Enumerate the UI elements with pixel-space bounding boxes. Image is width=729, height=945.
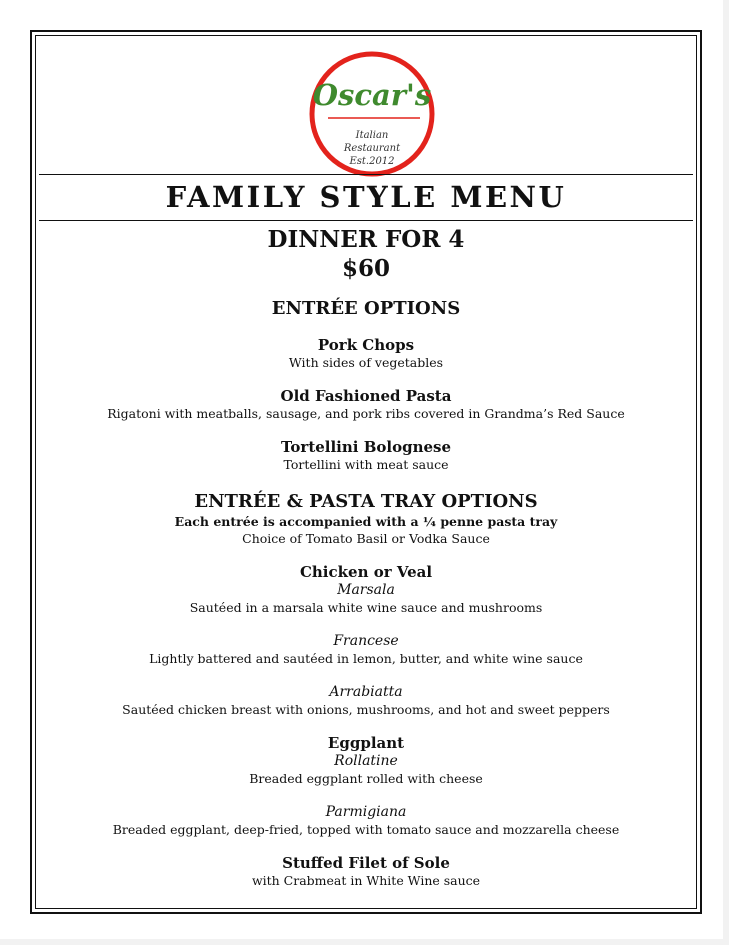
tray-note-bold: Each entrée is accompanied with a ¼ penne pasta tray (174, 514, 558, 529)
item-description: Tortellini with meat sauce (283, 457, 449, 472)
entree-options-heading: ENTRÉE OPTIONS (271, 298, 461, 319)
item-name: Tortellini Bolognese (280, 438, 452, 456)
item-name: Old Fashioned Pasta (280, 387, 452, 405)
title-divider-bottom (39, 220, 693, 221)
variant-name: Parmigiana (325, 804, 407, 820)
outer-border (30, 30, 702, 914)
menu-group (36, 854, 696, 889)
title-divider-top (39, 174, 693, 175)
inner-border (35, 35, 697, 909)
dinner-label: DINNER FOR 4 (267, 226, 465, 253)
variant (36, 803, 696, 838)
menu-group (36, 734, 696, 838)
logo-emblem (308, 50, 436, 178)
variant (36, 632, 696, 667)
logo-brand: Oscar's (312, 78, 432, 112)
variant-description: Sautéed in a marsala white wine sauce and mushrooms (189, 600, 543, 615)
page-title: FAMILY STYLE MENU (165, 180, 567, 214)
menu-item (36, 438, 696, 473)
menu-content (36, 226, 696, 889)
logo-line-italian: Italian (355, 130, 389, 141)
menu-group (36, 563, 696, 718)
group-name: Stuffed Filet of Sole (282, 854, 450, 872)
tray-options-heading: ENTRÉE & PASTA TRAY OPTIONS (194, 491, 538, 512)
variant (36, 683, 696, 718)
menu-item (36, 387, 696, 422)
menu-item (36, 336, 696, 371)
logo-line-restaurant: Restaurant (343, 143, 401, 154)
item-description: Rigatoni with meatballs, sausage, and pork ribs covered in Grandma’s Red Sauce (107, 406, 625, 421)
variant-description: Breaded eggplant, deep-fried, topped with tomato sauce and mozzarella cheese (112, 822, 620, 837)
tray-note: Choice of Tomato Basil or Vodka Sauce (242, 531, 490, 546)
item-name: Pork Chops (317, 336, 415, 354)
variant-name: Francese (333, 633, 399, 649)
group-name: Chicken or Veal (299, 563, 433, 581)
variant-description: Lightly battered and sautéed in lemon, butter, and white wine sauce (149, 651, 583, 666)
group-name: Eggplant (327, 734, 405, 752)
variant-description: Sautéed chicken breast with onions, mushrooms, and hot and sweet peppers (122, 702, 610, 717)
variant-name: Arrabiatta (329, 684, 403, 700)
item-description: with Crabmeat in White Wine sauce (251, 873, 481, 888)
variant-description: Breaded eggplant rolled with cheese (249, 771, 483, 786)
logo-line-established: Est.2012 (349, 156, 395, 167)
variant-name: Rollatine (334, 753, 398, 769)
variant-name: Marsala (337, 582, 395, 598)
price: $60 (341, 255, 390, 282)
item-description: With sides of vegetables (288, 355, 444, 370)
oscars-logo (308, 50, 436, 178)
